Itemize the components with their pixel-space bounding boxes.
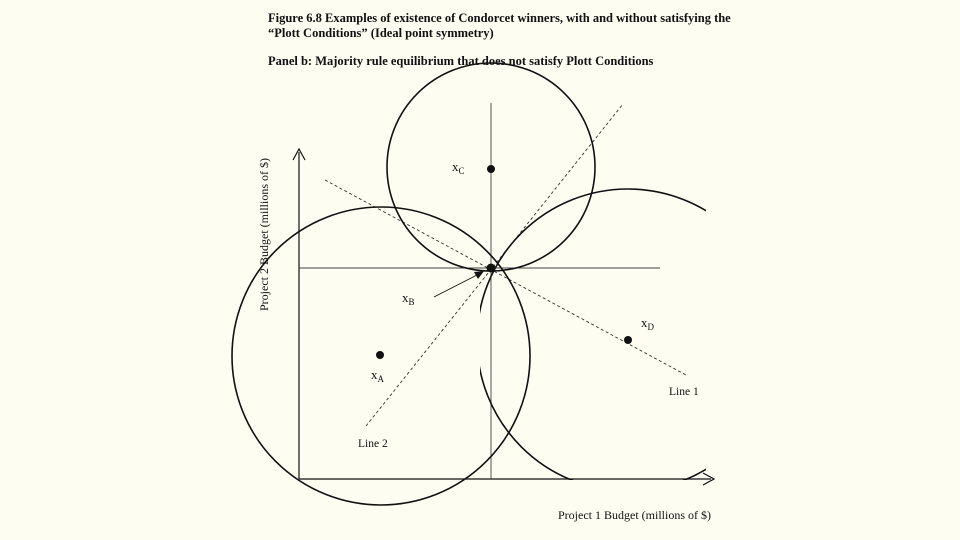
- figure-title: Figure 6.8 Examples of existence of Condorcet winners, with and without satisfying the “Plott Conditions” (Ideal point symmetry): [268, 11, 731, 40]
- point-d: [624, 336, 632, 344]
- label-xb: $x_B$: [402, 290, 415, 307]
- label-xa: $x_A$: [371, 367, 384, 384]
- line-2: [366, 104, 623, 426]
- xb-pointer-head: [474, 271, 484, 279]
- xb-pointer-arrow: [434, 275, 477, 297]
- x-axis-label: Project 1 Budget (millions of $): [558, 508, 711, 522]
- line-2-label: Line 2: [358, 438, 388, 450]
- point-a: [376, 351, 384, 359]
- point-b-equilibrium: [487, 264, 496, 273]
- label-xd: $x_D$: [641, 315, 654, 332]
- line-1-label: Line 1: [669, 386, 699, 398]
- panel-title: Panel b: Majority rule equilibrium that does not satisfy Plott Conditions: [268, 54, 654, 68]
- point-c: [487, 165, 495, 173]
- label-xc: $x_C$: [452, 159, 465, 176]
- y-axis-label: Project 2 Budget (millions of $): [257, 158, 271, 311]
- line-1: [325, 180, 686, 375]
